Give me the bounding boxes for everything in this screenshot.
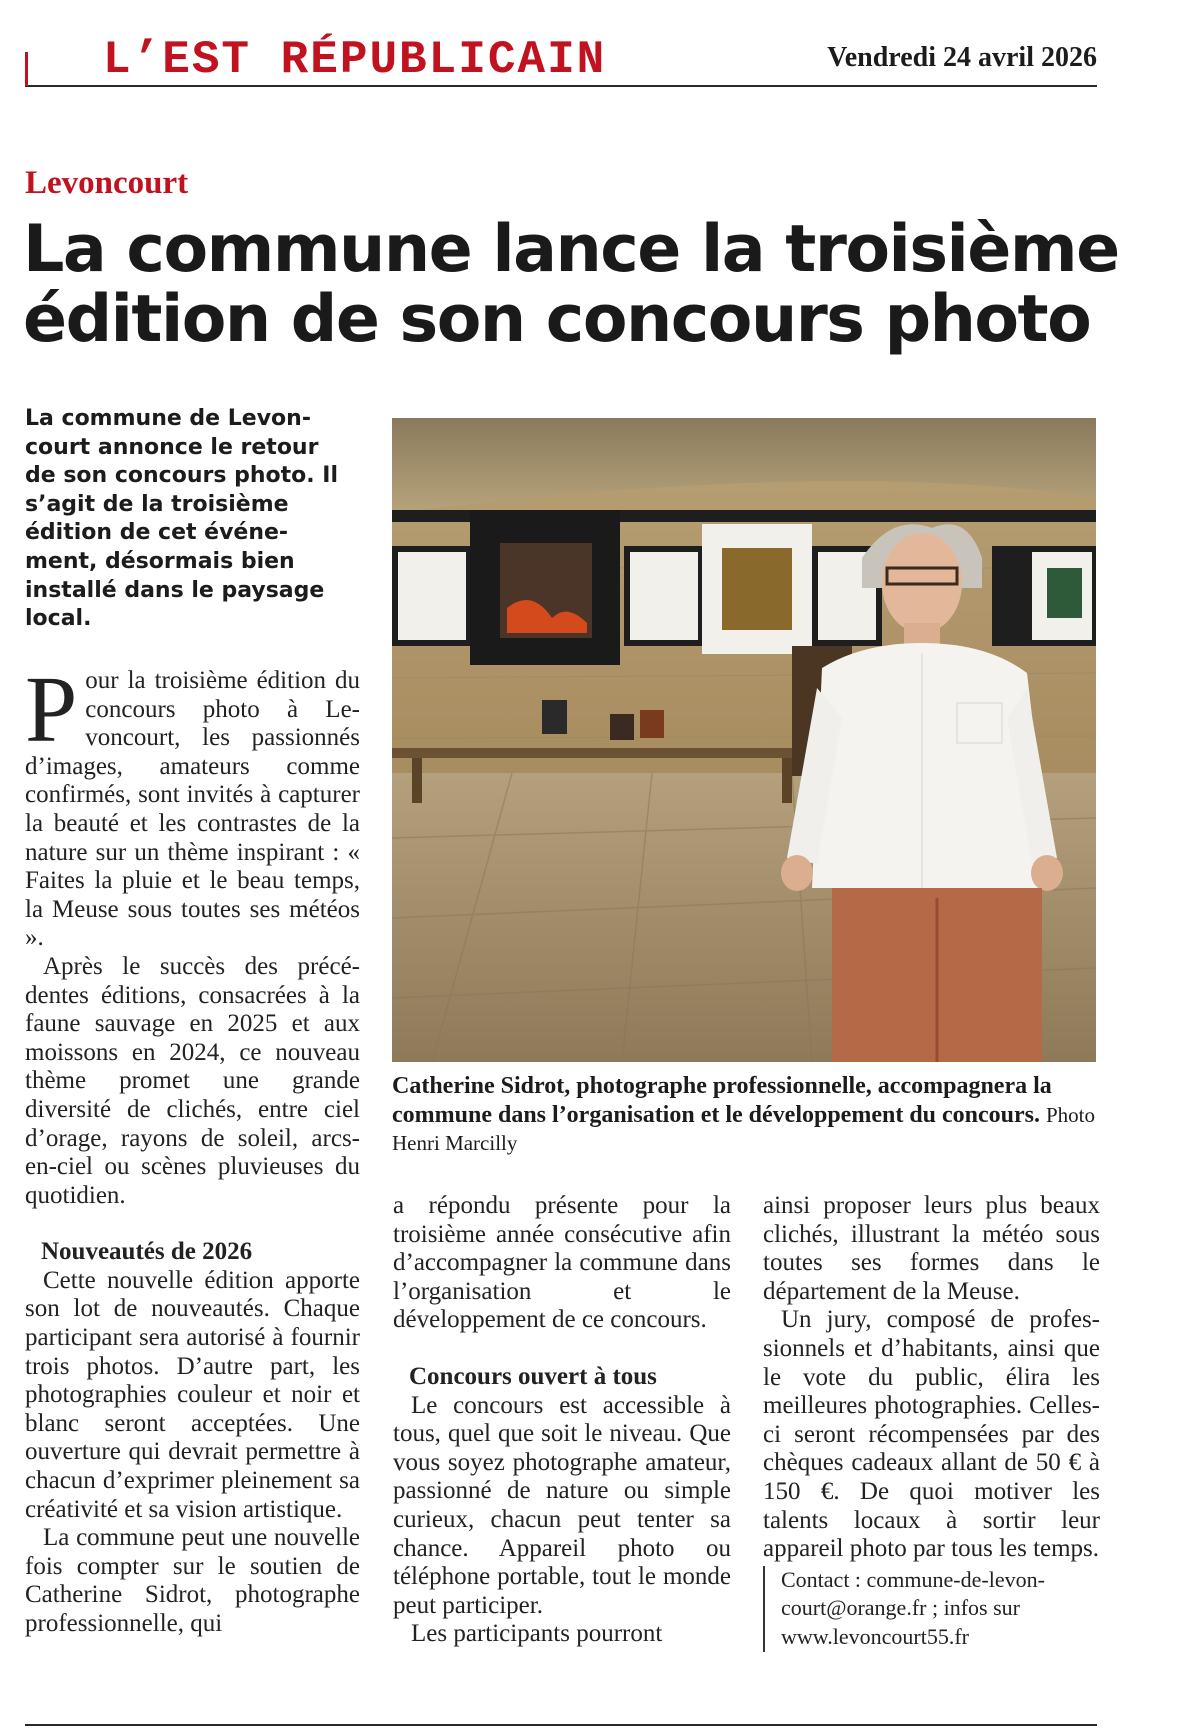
lede-line: court annonce le retour	[25, 434, 319, 460]
corner-mark	[25, 52, 28, 86]
article-paragraph: Après le succès des précédentes éditions, consacrées à la faune sauvage en 2025 et aux moissons en 2024, ce nouveau thème promet une grande diversité de clichés, entre ciel d’orage, rayons de soleil, arcs-en-ciel ou scènes pluvieuses du quotidien.	[25, 952, 360, 1209]
article-paragraph: Le concours est accessible à tous, quel que soit le niveau. Que vous soyez photographe amateur, passionné de nature ou simple curieux, chacun peut tenter sa chance. Appareil photo ou téléphone portable, tout le monde peut participer.	[393, 1391, 731, 1619]
article-rubric: Levoncourt	[25, 165, 189, 201]
page-bottom-rule	[25, 1724, 1097, 1726]
issue-date: Vendredi 24 avril 2026	[827, 42, 1097, 73]
article-paragraph: ainsi proposer leurs plus beaux clichés, illustrant la météo sous toutes ses formes dans le département de la Meuse.	[763, 1192, 1100, 1305]
caption-text: Catherine Sidrot, photographe professionnelle, accompagnera la commune dans l’organisation et le développement du concours.	[392, 1073, 1052, 1128]
article-column-2	[393, 1192, 731, 1649]
article-lede	[25, 405, 360, 634]
lede-line: de son concours photo. Il	[25, 463, 338, 489]
photo-caption	[392, 1072, 1096, 1158]
headline-line: édition de son concours photo	[23, 282, 1091, 357]
lede-line: La commune de Levon-	[25, 406, 311, 431]
newspaper-logo: L’EST RÉPUBLICAIN	[103, 34, 607, 86]
article-column-3	[763, 1192, 1100, 1652]
article-paragraph: Les participants pourront	[411, 1620, 663, 1648]
lede-line: s’agit de la troisième	[25, 491, 289, 517]
subhead-nouveautes: Nouveautés de 2026	[41, 1238, 253, 1266]
headline-line: La commune lance la troisième	[23, 212, 1119, 287]
lede-line: installé dans le paysage	[25, 577, 325, 603]
article-photo	[392, 418, 1096, 1062]
article-headline	[23, 212, 1119, 357]
photo-exhibition-scene	[392, 418, 1096, 1062]
article-paragraph: La commune peut une nouvelle fois compter sur le soutien de Catherine Sidrot, photographe professionnelle, qui	[25, 1524, 360, 1637]
lede-line: édition de cet événe-	[25, 520, 289, 546]
masthead	[25, 30, 1097, 87]
article-paragraph: Cette nouvelle édition apporte son lot de nouveautés. Chaque participant sera autorisé à fournir trois photos. D’autre part, les photographies couleur et noir et blanc seront acceptées. Une ouverture qui devrait permettre à chacun d’exprimer pleinement sa créativité et sa vision artistique.	[25, 1266, 360, 1523]
photo-credit: Photo Henri Marcilly	[392, 1102, 1096, 1156]
article-paragraph: a répondu présente pour la troisième année consécutive afin d’accompagner la commune dans l’organisation et le développement de ce concours.	[393, 1192, 731, 1334]
article-paragraph: Un jury, composé de professionnels et d’habitants, ainsi que le vote du public, élira les meilleures photographies. Celles-ci seront récompensées par des chèques cadeaux allant de 50 € à 150 €. De quoi motiver les talents locaux à sortir leur appareil photo par tous les temps.	[763, 1306, 1100, 1563]
contact-info: Contact : commune-de-levoncourt@orange.fr ; infos sur www.levoncourt55.fr	[763, 1566, 1100, 1652]
subhead-concours-ouvert: Concours ouvert à tous	[409, 1362, 657, 1390]
article-column-1	[25, 658, 360, 1639]
lede-line: local.	[25, 606, 92, 632]
lede-line: ment, désormais bien	[25, 548, 295, 574]
drop-cap: P	[25, 658, 78, 762]
paragraph-text: our la troisième édition du concours photo à Levoncourt, les passionnés d’images, amateurs comme confirmés, sont invités à capturer la beauté et les contrastes de la nature sur un thème inspirant : « Faites la pluie et le beau temps, la Meuse sous toutes ses météos ».	[25, 667, 360, 952]
article-paragraph	[25, 658, 360, 953]
